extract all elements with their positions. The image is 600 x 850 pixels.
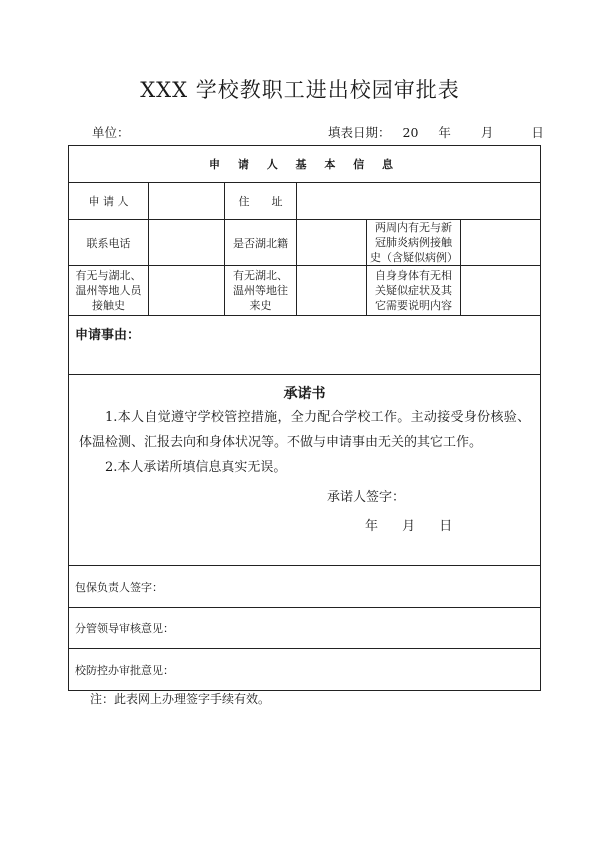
hubei-label: 是否湖北籍 xyxy=(225,220,297,266)
address-label: 住 址 xyxy=(225,183,297,220)
applicant-field[interactable] xyxy=(149,183,225,220)
leader-review-cell[interactable]: 分管领导审核意见： xyxy=(69,608,541,649)
date-year: 20 xyxy=(402,125,419,140)
pledge-item-1: 1.本人自觉遵守学校管控措施，全力配合学校工作。主动接受身份核验、体温检测、汇报去向和身体状况等。不做与申请事由无关的其它工作。 xyxy=(79,410,531,450)
section-header: 申 请 人 基 本 信 息 xyxy=(69,146,541,183)
symptoms-field[interactable] xyxy=(461,266,541,316)
phone-field[interactable] xyxy=(149,220,225,266)
unit-label: 单位： xyxy=(92,125,130,140)
pledge-title: 承诺书 xyxy=(283,386,326,402)
footnote: 注：此表网上办理签字手续有效。 xyxy=(90,692,271,706)
pledge-section xyxy=(69,375,541,566)
pledge-date-label: 年 月 日 xyxy=(365,519,453,534)
applicant-label: 申 请 人 xyxy=(69,183,149,220)
office-approval-cell[interactable]: 校防控办审批意见： xyxy=(69,649,541,691)
date-year-unit: 年 xyxy=(438,125,451,140)
pledge-signature-label: 承诺人签字： xyxy=(327,490,406,505)
date-label: 填表日期： xyxy=(328,125,391,140)
contact-hubei-people-label: 有无与湖北、温州等地人员接触史 xyxy=(69,266,149,316)
reason-cell[interactable] xyxy=(69,316,541,375)
contact-14days-label: 两周内有无与新冠肺炎病例接触史（含疑似病例） xyxy=(367,220,461,266)
travel-history-label: 有无湖北、温州等地往来史 xyxy=(225,266,297,316)
date-month-unit: 月 xyxy=(480,125,494,140)
symptoms-label: 自身身体有无相关疑似症状及其它需要说明内容 xyxy=(367,266,461,316)
phone-label: 联系电话 xyxy=(69,220,149,266)
travel-history-field[interactable] xyxy=(297,266,367,316)
contact-14days-field[interactable] xyxy=(461,220,541,266)
fill-date xyxy=(328,123,544,141)
reason-label: 申请事由： xyxy=(75,328,141,343)
hubei-field[interactable] xyxy=(297,220,367,266)
contact-hubei-people-field[interactable] xyxy=(149,266,225,316)
approval-form-table xyxy=(68,145,541,691)
page-title: XXX 学校教职工进出校园审批表 xyxy=(140,78,460,102)
guarantor-signature-cell[interactable]: 包保负责人签字： xyxy=(69,566,541,608)
pledge-item-2: 2.本人承诺所填信息真实无误。 xyxy=(105,460,287,475)
date-day-unit: 日 xyxy=(531,125,544,140)
address-field[interactable] xyxy=(297,183,541,220)
